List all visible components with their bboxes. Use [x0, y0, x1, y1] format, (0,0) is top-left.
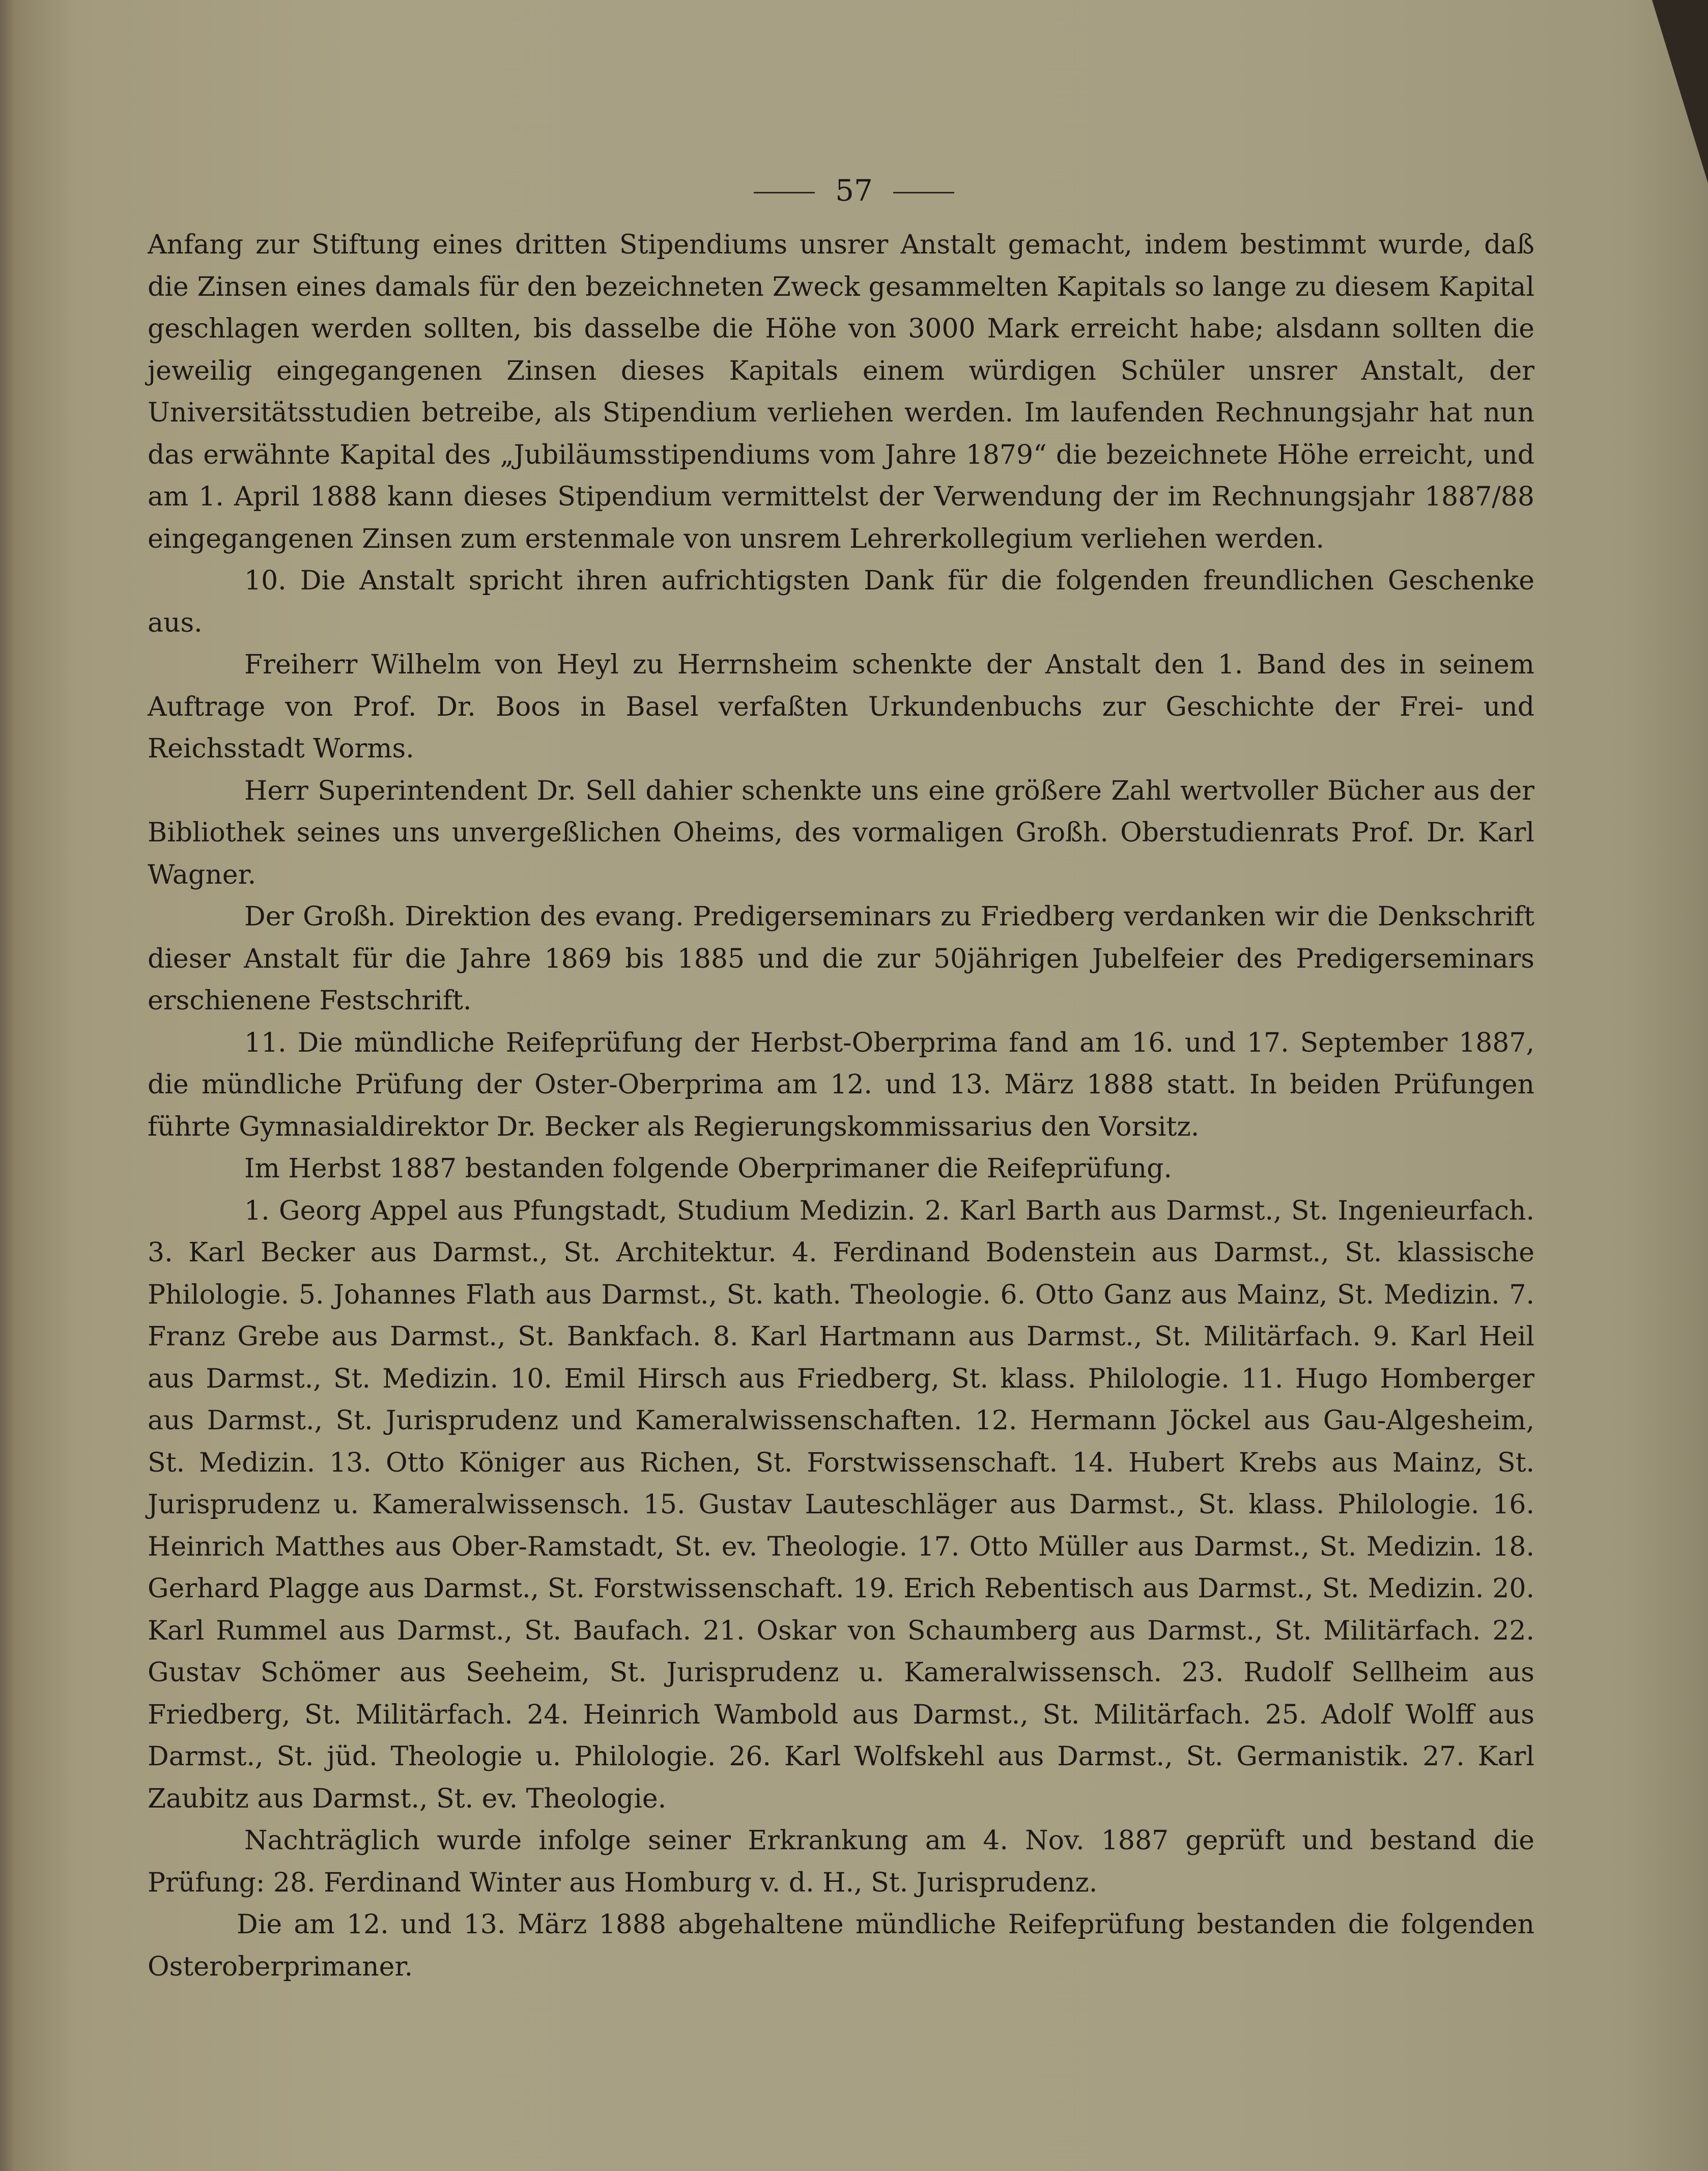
page-number: 57 [835, 173, 873, 208]
paragraph-thanks: 10. Die Anstalt spricht ihren aufrichtigsten Dank für die folgenden freundlichen Geschenke aus. [148, 566, 1534, 638]
paragraph-gift-seminar: Der Großh. Direktion des evang. Predigerseminars zu Friedberg verdanken wir die Denkschrift dieser Anstalt für die Jahre 1869 bis 1885 und die zur 50jährigen Jubelfeier des Predigerseminars erschienene Festschrift. [148, 901, 1534, 1016]
paragraph-exams: 11. Die mündliche Reifeprüfung der Herbst-Oberprima fand am 16. und 17. September 1887, die mündliche Prüfung der Oster-Oberprima am 12. und 13. März 1888 statt. In beiden Prüfungen führte Gymnasialdirektor Dr. Becker als Regierungskommissarius den Vorsitz. [148, 1027, 1534, 1142]
paragraph-autumn-intro: Im Herbst 1887 bestanden folgende Oberprimaner die Reifeprüfung. [244, 1153, 1172, 1184]
page-header [0, 173, 1708, 208]
paragraph-gift-heyl: Freiherr Wilhelm von Heyl zu Herrnsheim schenkte der Anstalt den 1. Band des in seinem Auftrage von Prof. Dr. Boos in Basel verfaßten Urkundenbuchs zur Geschichte der Frei- und Reichsstadt Worms. [148, 650, 1534, 764]
header-rule-left [754, 192, 815, 193]
page-body [148, 224, 1534, 1988]
paragraph-gift-sell: Herr Superintendent Dr. Sell dahier schenkte uns eine größere Zahl wertvoller Bücher aus der Bibliothek seines uns unvergeßlichen Oheims, des vormaligen Großh. Oberstudienrats Prof. Dr. Karl Wagner. [148, 775, 1534, 890]
paragraph-late-exam: Nachträglich wurde infolge seiner Erkrankung am 4. Nov. 1887 geprüft und bestand die Prüfung: 28. Ferdinand Winter aus Homburg v. d. H., St. Jurisprudenz. [148, 1825, 1534, 1898]
paragraph-graduate-list: 1. Georg Appel aus Pfungstadt, Studium Medizin. 2. Karl Barth aus Darmst., St. Ingenieurfach. 3. Karl Becker aus Darmst., St. Architektur. 4. Ferdinand Bodenstein aus Darmst., St. klassische Philologie. 5. Johannes Flath aus Darmst., St. kath. Theologie. 6. Otto Ganz aus Mainz, St. Medizin. 7. Franz Grebe aus Darmst., St. Bankfach. 8. Karl Hartmann aus Darmst., St. Militärfach. 9. Karl Heil aus Darmst., St. Medizin. 10. Emil Hirsch aus Friedberg, St. klass. Philologie. 11. Hugo Homberger aus Darmst., St. Jurisprudenz und Kameralwissenschaften. 12. Hermann Jöckel aus Gau-Algesheim, St. Medizin. 13. Otto Königer aus Richen, St. Forstwissenschaft. 14. Hubert Krebs aus Mainz, St. Jurisprudenz u. Kameralwissensch. 15. Gustav Lauteschläger aus Darmst., St. klass. Philologie. 16. Heinrich Matthes aus Ober-Ramstadt, St. ev. Theologie. 17. Otto Müller aus Darmst., St. Medizin. 18. Gerhard Plagge aus Darmst., St. Forstwissenschaft. 19. Erich Rebentisch aus Darmst., St. Medizin. 20. Karl Rummel aus Darmst., St. Baufach. 21. Oskar von Schaumberg aus Darmst., St. Militärfach. 22. Gustav Schömer aus Seeheim, St. Jurisprudenz u. Kameralwissensch. 23. Rudolf Sellheim aus Friedberg, St. Militärfach. 24. Heinrich Wambold aus Darmst., St. Militärfach. 25. Adolf Wolff aus Darmst., St. jüd. Theologie u. Philologie. 26. Karl Wolfskehl aus Darmst., St. Germanistik. 27. Karl Zaubitz aus Darmst., St. ev. Theologie. [148, 1195, 1534, 1814]
paragraph-stipend: Anfang zur Stiftung eines dritten Stipendiums unsrer Anstalt gemacht, indem bestimmt wurde, daß die Zinsen eines damals für den bezeichneten Zweck gesammelten Kapitals so lange zu diesem Kapital geschlagen werden sollten, bis dasselbe die Höhe von 3000 Mark erreicht habe; alsdann sollten die jeweilig eingegangenen Zinsen dieses Kapitals einem würdigen Schüler unsrer Anstalt, der Universitätsstudien betreibe, als Stipendium verliehen werden. Im laufenden Rechnungsjahr hat nun das erwähnte Kapital des „Jubiläumsstipendiums vom Jahre 1879“ die bezeichnete Höhe erreicht, und am 1. April 1888 kann dieses Stipendium vermittelst der Verwendung der im Rechnungsjahr 1887/88 eingegangenen Zinsen zum erstenmale von unsrem Lehrerkollegium verliehen werden. [148, 230, 1534, 554]
header-rule-right [893, 192, 954, 193]
page-corner-shadow [1652, 0, 1708, 183]
paragraph-easter: Die am 12. und 13. März 1888 abgehaltene mündliche Reifeprüfung bestanden die folgenden Osteroberprimaner. [148, 1909, 1534, 1982]
